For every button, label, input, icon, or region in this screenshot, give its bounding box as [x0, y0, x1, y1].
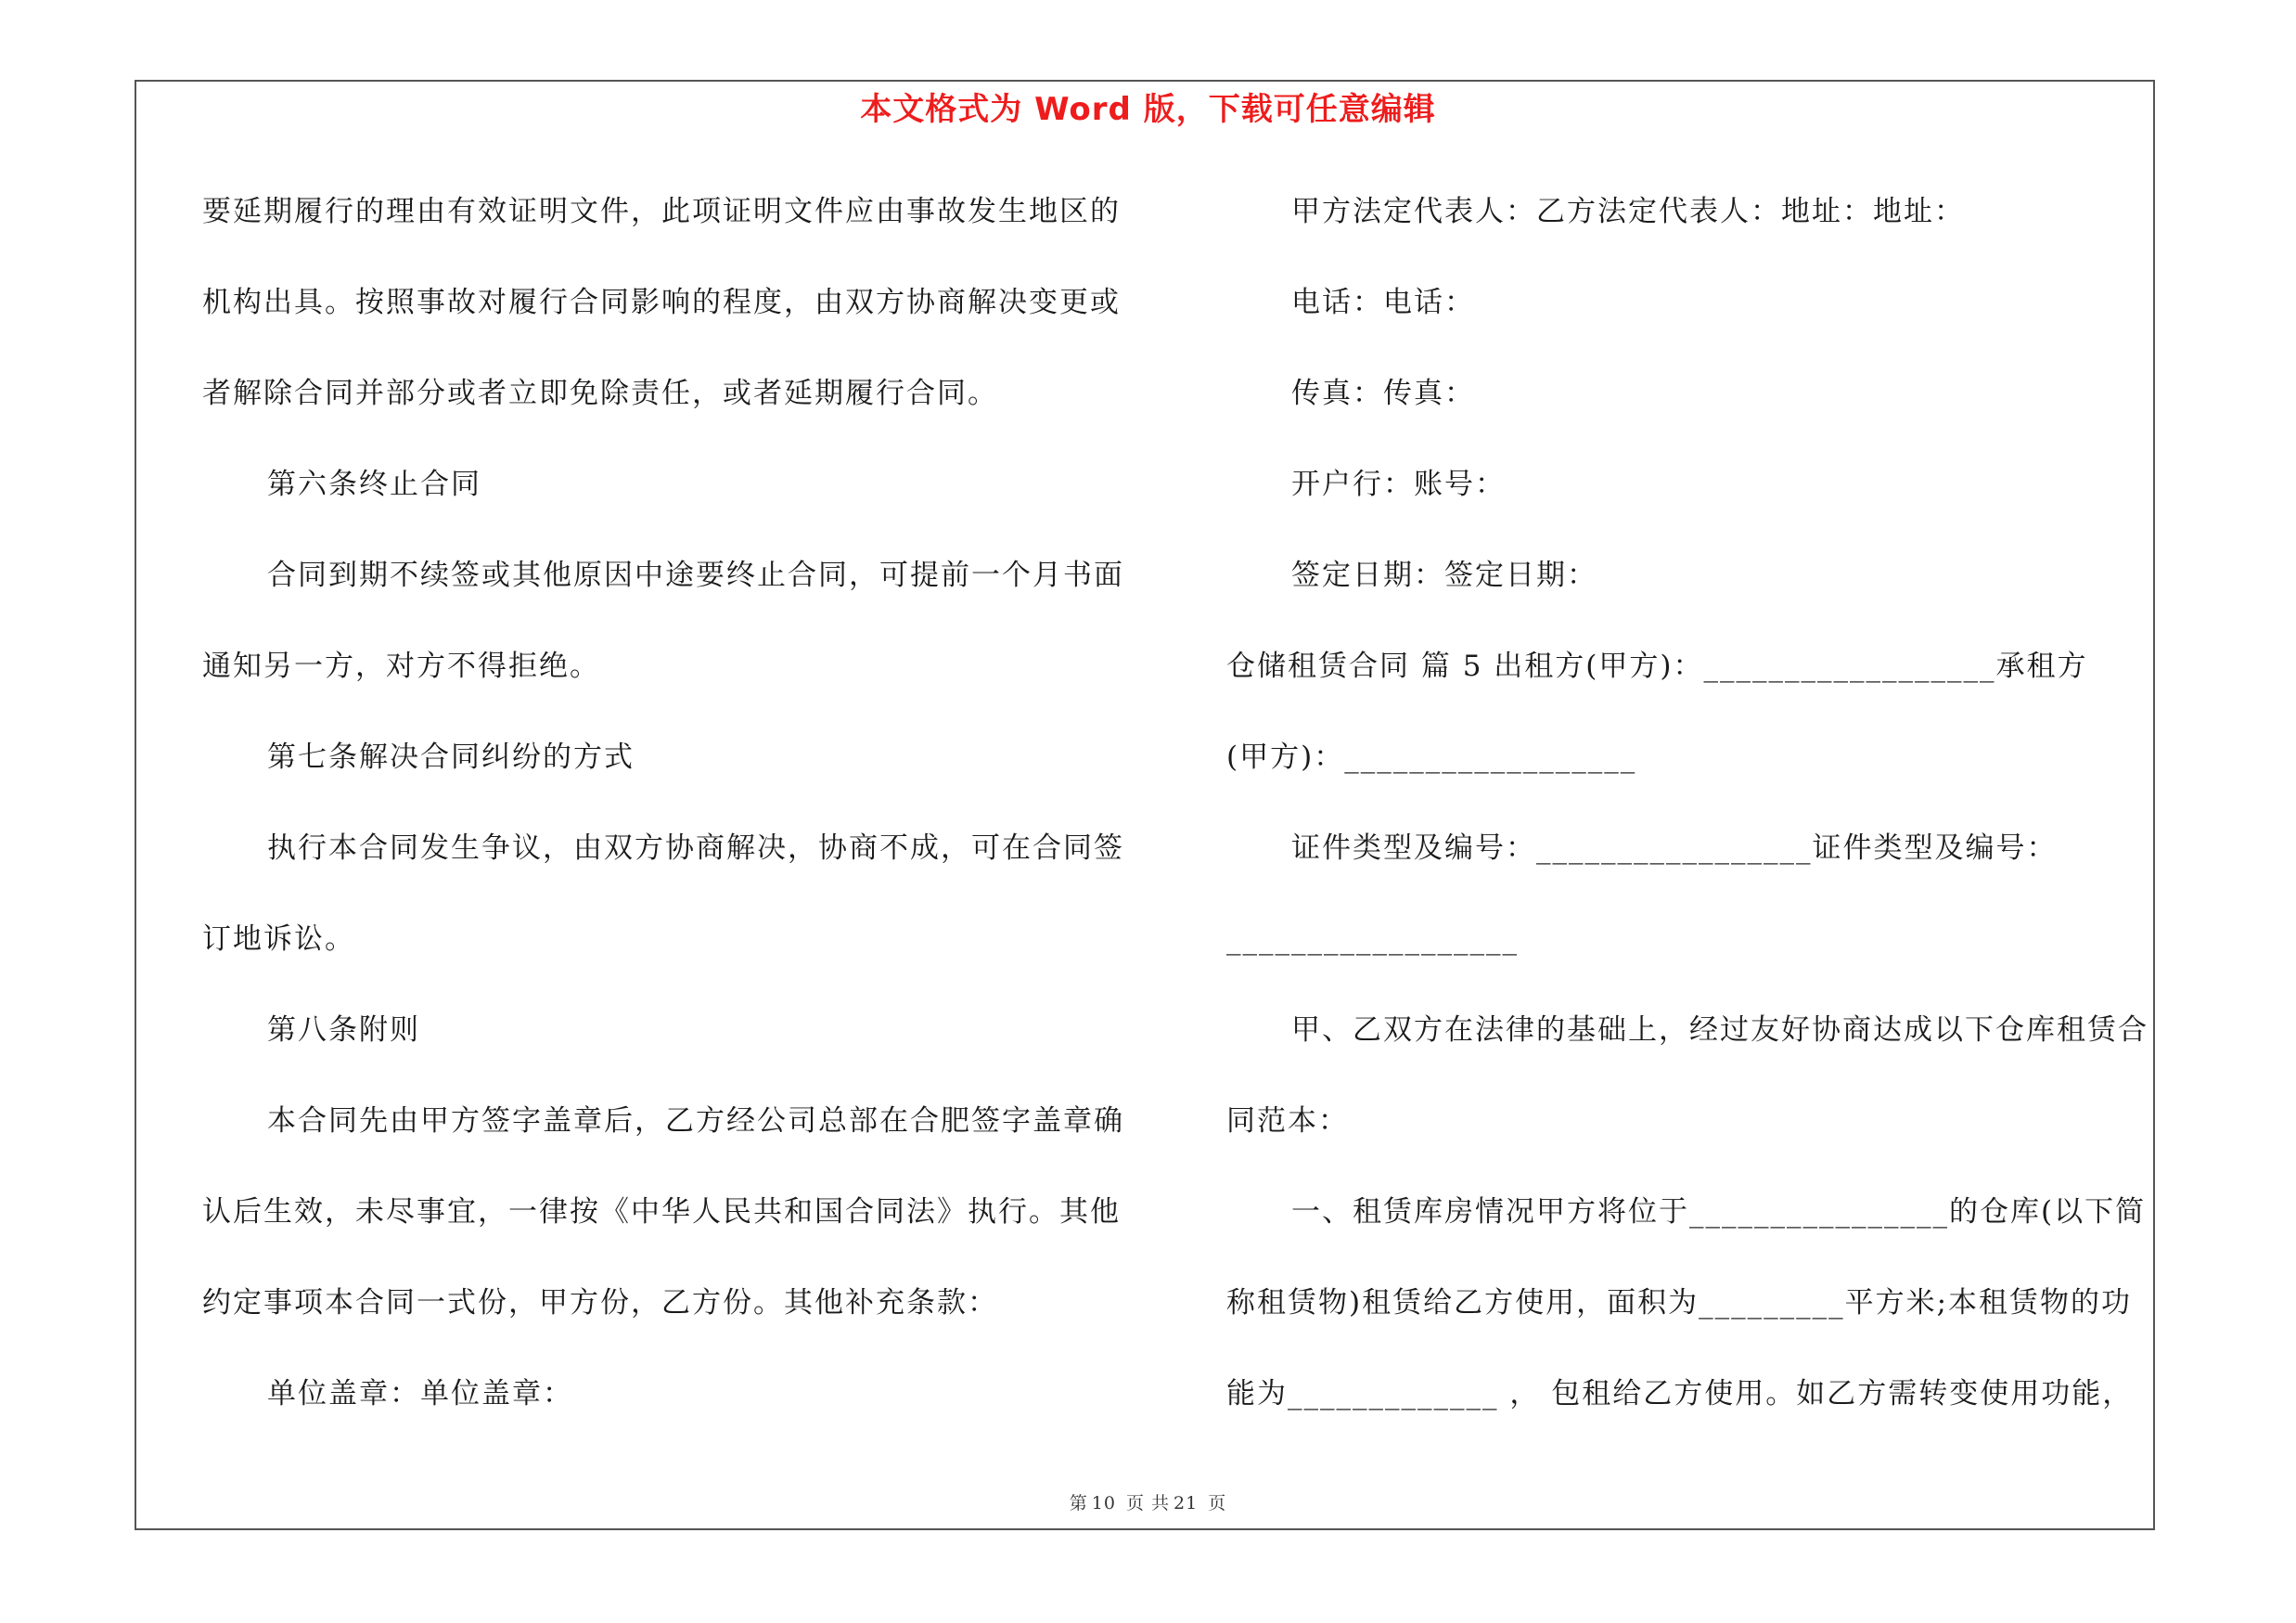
footer-total-pages: 21	[1174, 1493, 1199, 1514]
text-line: (甲方)：__________________	[1226, 741, 1637, 774]
footer-prefix: 第	[1069, 1493, 1088, 1514]
text-line: 执行本合同发生争议，由双方协商解决，协商不成，可在合同签	[267, 831, 1124, 865]
text-line: 单位盖章：单位盖章：	[267, 1377, 573, 1410]
text-line: 签定日期：签定日期：	[1291, 559, 1597, 592]
text-line: 约定事项本合同一式份，甲方份，乙方份。其他补充条款：	[202, 1286, 998, 1320]
text-line: 一、租赁库房情况甲方将位于________________的仓库(以下简	[1291, 1195, 2147, 1229]
footer-suffix: 页	[1208, 1493, 1227, 1514]
text-line: 电话：电话：	[1291, 286, 1475, 319]
footer-middle: 页 共	[1125, 1493, 1171, 1514]
text-line: 传真：传真：	[1291, 377, 1475, 410]
text-line: 通知另一方，对方不得拒绝。	[202, 650, 600, 683]
text-line: 证件类型及编号：_________________证件类型及编号：	[1291, 831, 2058, 865]
text-line: __________________	[1226, 922, 1519, 956]
right-column	[1226, 182, 2148, 1455]
text-line: 第七条解决合同纠纷的方式	[267, 741, 635, 774]
text-line: 第六条终止合同	[267, 468, 481, 501]
text-line: 称租赁物)租赁给乙方使用，面积为_________平方米;本租赁物的功	[1226, 1286, 2133, 1320]
text-line: 能为_____________ ， 包租给乙方使用。如乙方需转变使用功能，	[1226, 1377, 2134, 1410]
text-line: 同范本：	[1226, 1104, 1349, 1138]
page-footer	[0, 1489, 2296, 1514]
text-line: 本合同先由甲方签字盖章后，乙方经公司总部在合肥签字盖章确	[267, 1104, 1124, 1138]
text-line: 甲、乙双方在法律的基础上，经过友好协商达成以下仓库租赁合	[1291, 1013, 2148, 1047]
text-line: 开户行：账号：	[1291, 468, 1506, 501]
text-line: 甲方法定代表人：乙方法定代表人：地址：地址：	[1291, 195, 1965, 228]
footer-current-page: 10	[1091, 1493, 1116, 1514]
text-line: 者解除合同并部分或者立即免除责任，或者延期履行合同。	[202, 377, 998, 410]
text-line: 订地诉讼。	[202, 922, 355, 956]
text-line: 合同到期不续签或其他原因中途要终止合同，可提前一个月书面	[267, 559, 1124, 592]
text-line: 认后生效，未尽事宜，一律按《中华人民共和国合同法》执行。其他	[202, 1195, 1121, 1229]
text-line: 要延期履行的理由有效证明文件，此项证明文件应由事故发生地区的	[202, 195, 1121, 228]
text-line: 机构出具。按照事故对履行合同影响的程度，由双方协商解决变更或	[202, 286, 1121, 319]
word-format-banner: 本文格式为 Word 版，下载可任意编辑	[860, 91, 1436, 128]
text-line: 第八条附则	[267, 1013, 420, 1047]
left-column	[202, 182, 1130, 1455]
text-line: 仓储租赁合同 篇 5 出租方(甲方)：__________________承租方	[1226, 650, 2088, 683]
